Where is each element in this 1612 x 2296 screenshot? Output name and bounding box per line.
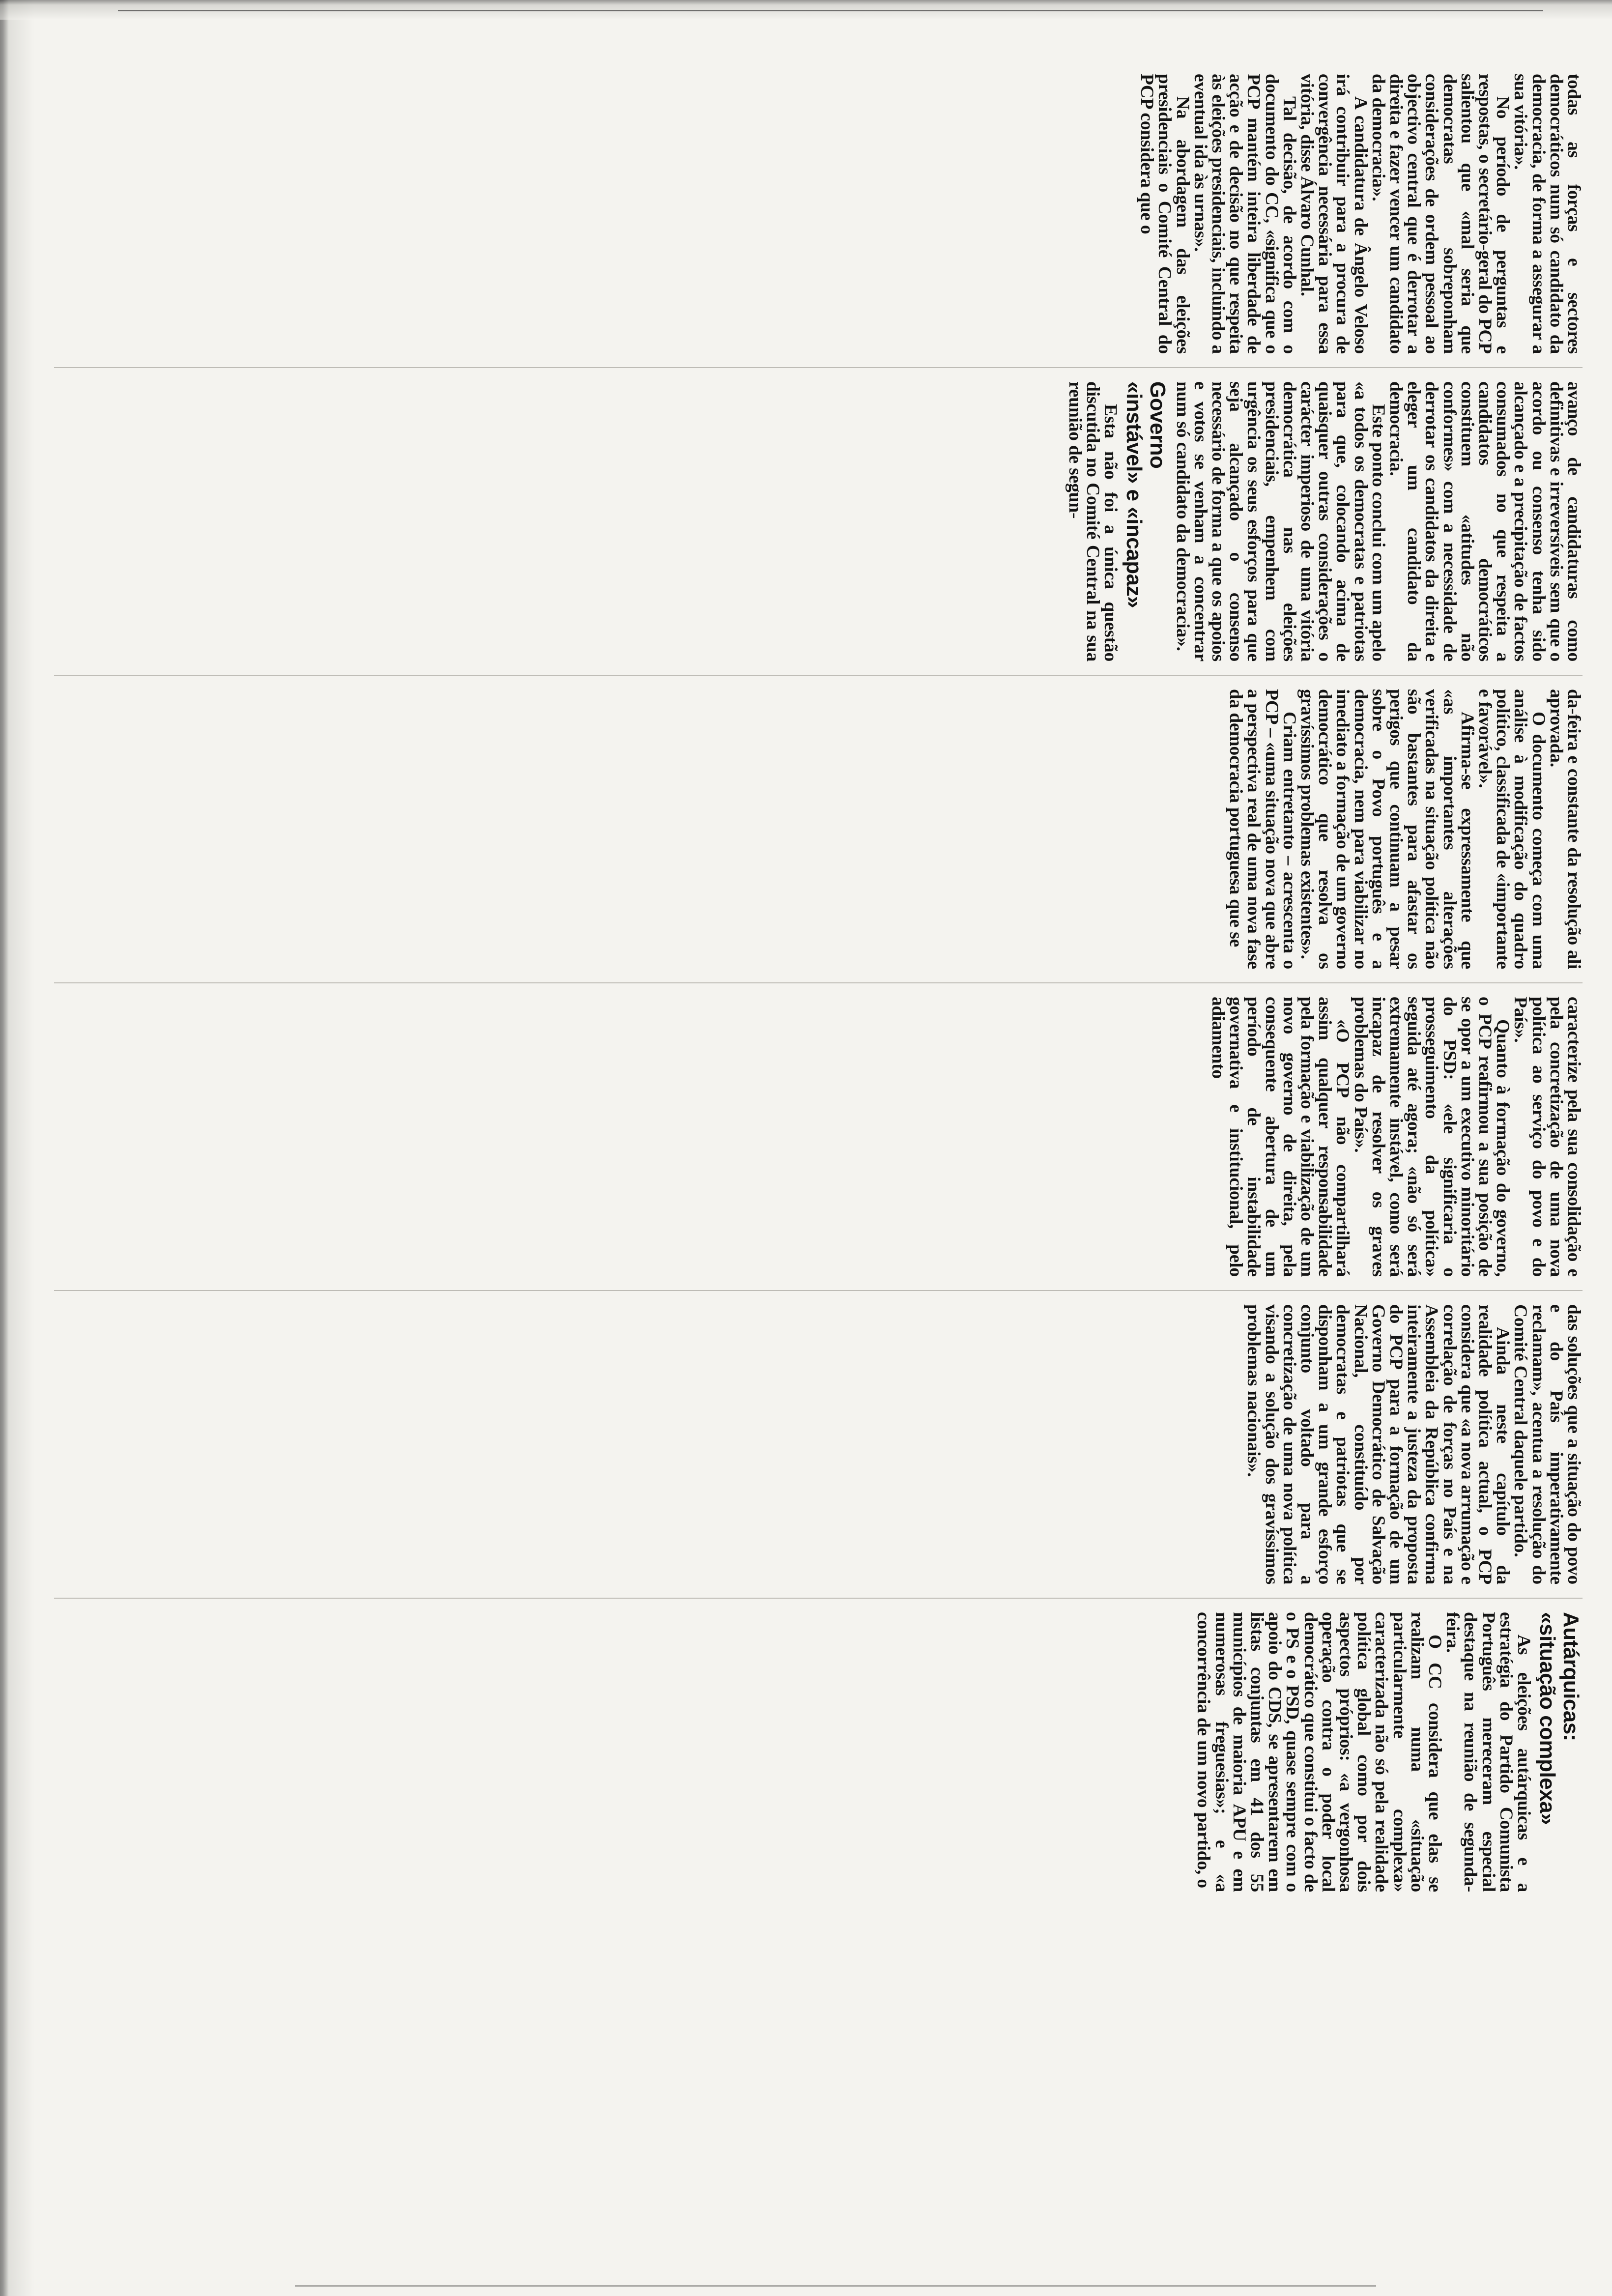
paragraph: Quanto à formação do governo, o PCP reafirmou a sua posição de se opor a um executivo minoritário do PSD: «ele significaria o prosseguimento da política» seguida até agora; «não só será extremamente instável, como será incapaz de resolver os graves problemas do País». xyxy=(1350,997,1513,1277)
heading-line: «situação complexa» xyxy=(1535,1612,1559,1825)
paragraph: Ainda neste capítulo da realidade política actual, o PCP considera que «a nova arrumação e correlação de forças no País e na Assembleia da República confirma inteiramente a justeza da proposta do PCP para a formação de um Governo Democrático de Salvação Nacional, constituído por democratas e patriotas que se disponham a um grande esforço conjunto voltado para a concretização de uma nova política visando a solução dos gravíssimos problemas nacionais». xyxy=(1243,1304,1513,1584)
paragraph: «O PCP não compartilhará assim qualquer responsabilidade pela formação e viabilização de um novo governo de direita, pela consequente abertura de um período de instabilidade governativa e institucional, pelo adiamento xyxy=(1208,997,1353,1277)
column-divider xyxy=(54,661,1583,689)
scan-left-edge xyxy=(0,0,34,2296)
paragraph: da-feira e constante da resolução ali aprovada. xyxy=(1546,689,1584,969)
column-3 xyxy=(54,689,1583,969)
paragraph: Criam entretanto – acrescenta o PCP – «uma situação nova que abre a perspectiva real de uma nova fase da democracia portuguesa que se xyxy=(1226,689,1299,969)
scan-mark-top xyxy=(118,10,1543,11)
column-divider xyxy=(54,354,1583,381)
paragraph: Esta não foi a única questão discutida no Comité Central na sua reunião de segun- xyxy=(1065,381,1121,661)
column-2 xyxy=(54,381,1583,661)
heading-line: Autárquicas: xyxy=(1559,1612,1583,1741)
paragraph: O CC considera que elas se realizam numa «situação particularmente complexa» caracterizada não só pela realidade política global como por dois aspectos próprios: «a vergonhosa operação contra o poder local democrático que constitui o facto de o PS e o PSD, quase sempre com o apoio do CDS, se apresentarem em listas conjuntas em 41 dos 55 municípios de maioria APU e em numerosas freguesias»; e «a concorrência de um novo partido, o xyxy=(1193,1612,1445,1892)
paragraph: Afirma-se expressamente que «as importantes alterações verificadas na situação política não são bastantes para afastar os perigos que continuam a pesar sobre o Povo português e a democracia, nem para viabilizar no imediato a formação de um governo democrático que resolva os gravíssimos problemas existentes». xyxy=(1296,689,1477,969)
column-divider xyxy=(54,969,1583,997)
paragraph: Na abordagem das eleições presidenciais o Comité Central do PCP considera que o xyxy=(1137,74,1193,354)
paragraph: avanço de candidaturas como definitivas e irreversíveis sem que o acordo ou consenso tenha sido alcançado e a precipitação de factos consumados no que respeita a candidatos democráticos constituem «atitudes não conformes» com a necessidade de derrotar os candidatos da direita e eleger um candidato da democracia. xyxy=(1385,381,1584,661)
paragraph: Este ponto conclui com um apelo «a todos os democratas e patriotas para que, colocando acima de quaisquer outras considerações o carácter imperioso de uma vitória democrática nas eleições presidenciais, empenhem com urgência os seus esforços para que seja alcançado o consenso necessário de forma a que os apoios e votos se venham a concentrar num só candidato da democracia». xyxy=(1172,381,1388,661)
heading-line: «instável» e «incapaz» xyxy=(1122,381,1147,608)
paragraph: caracterize pela sua consolidação e pela concretização de uma nova política ao serviço do povo e do País». xyxy=(1510,997,1584,1277)
column-5 xyxy=(54,1304,1583,1584)
scan-mark-bottom xyxy=(295,2285,1376,2287)
heading-line: Governo xyxy=(1146,381,1170,469)
column-divider xyxy=(54,1584,1583,1612)
paragraph: O documento começa com uma análise à modificação do quadro político, classificada de «importante e favorável». xyxy=(1474,689,1549,969)
newspaper-article xyxy=(54,74,1583,2226)
paragraph: A candidatura de Ângelo Veloso irá contribuir para a procura de convergência necessária para essa vitória, disse Álvaro Cunhal. xyxy=(1296,74,1371,354)
column-4 xyxy=(54,997,1583,1277)
section-heading-governo xyxy=(1122,381,1169,661)
paragraph: As eleições autárquicas e a estratégia do Partido Comunista Português mereceram especial destaque na reunião de segunda-feira. xyxy=(1442,1612,1534,1892)
paragraph: Tal decisão, de acordo com o documento do CC, «significa que o PCP mantém inteira liberdade de acção e de decisão no que respeita às eleições presidenciais, incluindo a eventual ida às urnas». xyxy=(1190,74,1299,354)
section-heading-autarquicas xyxy=(1535,1612,1583,1892)
column-6 xyxy=(54,1612,1583,1892)
paragraph: todas as forças e sectores democráticos num só candidato da democracia, de forma a assegurar a sua vitória». xyxy=(1510,74,1584,354)
column-divider xyxy=(54,1277,1583,1304)
paragraph: das soluções que a situação do povo e do País imperativamente reclamam», acentua a resolução do Comité Central daquele partido. xyxy=(1510,1304,1584,1584)
column-1 xyxy=(54,74,1583,354)
paragraph: No período de perguntas e respostas, o secretário-geral do PCP salientou que «mal seria que democratas sobreponham considerações de ordem pessoal ao objectivo central que é derrotar a direita e fazer vencer um candidato da democracia». xyxy=(1368,74,1513,354)
